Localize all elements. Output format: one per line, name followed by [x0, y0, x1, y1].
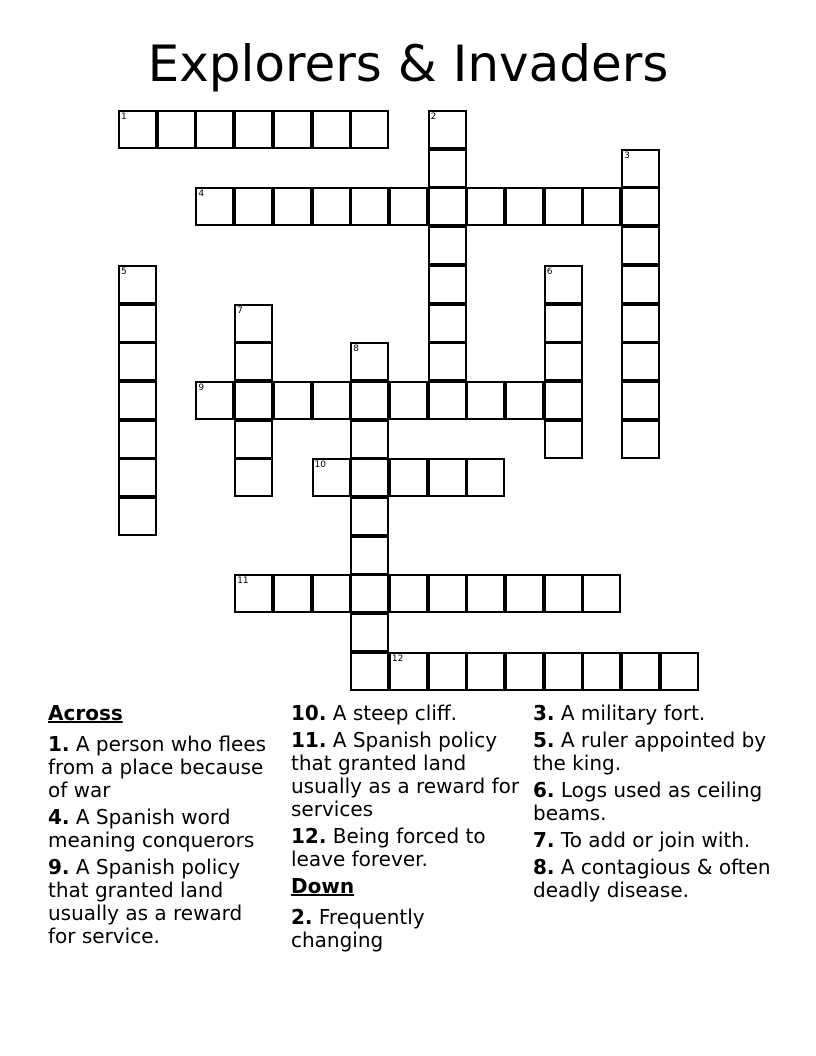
grid-cell[interactable]: [195, 381, 234, 420]
grid-cell[interactable]: [234, 458, 273, 497]
clue-number: 2.: [291, 905, 313, 929]
grid-cell[interactable]: [273, 110, 312, 149]
cell-number: 1: [121, 112, 127, 122]
grid-cell[interactable]: [234, 420, 273, 459]
grid-cell[interactable]: [273, 381, 312, 420]
grid-cell[interactable]: [505, 652, 544, 691]
grid-cell[interactable]: [621, 265, 660, 304]
grid-cell[interactable]: [157, 110, 196, 149]
grid-cell[interactable]: [389, 381, 428, 420]
grid-cell[interactable]: [118, 420, 157, 459]
grid-cell[interactable]: [428, 458, 467, 497]
grid-cell[interactable]: [582, 574, 621, 613]
clue-text: A contagious & often deadly disease.: [533, 855, 771, 902]
clue-text: A military fort.: [560, 701, 706, 725]
clue-number: 10.: [291, 701, 327, 725]
grid-cell[interactable]: [466, 652, 505, 691]
grid-cell[interactable]: [195, 187, 234, 226]
clue-number: 3.: [533, 701, 555, 725]
grid-cell[interactable]: [389, 652, 428, 691]
grid-cell[interactable]: [466, 458, 505, 497]
cell-number: 6: [546, 266, 553, 277]
grid-cell[interactable]: [350, 574, 389, 613]
grid-cell[interactable]: [428, 187, 467, 226]
cell-number: 11: [237, 576, 249, 587]
grid-cell[interactable]: [621, 381, 660, 420]
grid-cell[interactable]: [428, 381, 467, 420]
cell-number: 3: [624, 150, 630, 161]
clue-down-6: [533, 779, 773, 825]
clue-text: Frequently changing: [291, 905, 425, 952]
grid-cell[interactable]: [118, 304, 157, 343]
clue-number: 6.: [533, 778, 555, 802]
clue-number: 4.: [48, 805, 70, 829]
grid-cell[interactable]: [544, 265, 583, 304]
grid-cell[interactable]: [428, 574, 467, 613]
grid-cell[interactable]: [660, 652, 699, 691]
cell-number: 12: [391, 653, 404, 664]
grid-cell[interactable]: [466, 574, 505, 613]
clue-text: A Spanish policy that granted land usually as a reward for service.: [48, 855, 243, 948]
grid-cell[interactable]: [582, 652, 621, 691]
cell-number: 4: [198, 189, 205, 200]
grid-cell[interactable]: [428, 226, 467, 265]
grid-cell[interactable]: [118, 381, 157, 420]
clue-down-3: [533, 702, 773, 725]
grid-cell[interactable]: [389, 458, 428, 497]
grid-cell[interactable]: [544, 342, 583, 381]
grid-cell[interactable]: [312, 574, 351, 613]
clue-number: 12.: [291, 824, 327, 848]
clue-down-7: [533, 829, 773, 852]
grid-cell[interactable]: [505, 381, 544, 420]
cell-number: 9: [198, 382, 205, 393]
clue-column-2: [291, 702, 521, 956]
grid-cell[interactable]: [350, 420, 389, 459]
grid-cell[interactable]: [621, 187, 660, 226]
clue-number: 7.: [533, 828, 555, 852]
grid-cell[interactable]: [234, 187, 273, 226]
cell-number: 8: [353, 344, 359, 355]
grid-cell[interactable]: [350, 497, 389, 536]
grid-cell[interactable]: [273, 187, 312, 226]
clue-across-11: [291, 729, 521, 821]
grid-cell[interactable]: [544, 304, 583, 343]
puzzle-title: Explorers & Invaders: [147, 35, 669, 93]
grid-cell[interactable]: [312, 381, 351, 420]
clue-text: To add or join with.: [560, 828, 751, 852]
clue-number: 5.: [533, 728, 555, 752]
across-heading: Across: [48, 701, 123, 725]
grid-cell[interactable]: [544, 574, 583, 613]
grid-cell[interactable]: [428, 265, 467, 304]
grid-cell[interactable]: [544, 652, 583, 691]
grid-cell[interactable]: [350, 652, 389, 691]
grid-cell[interactable]: [389, 187, 428, 226]
grid-cell[interactable]: [195, 110, 234, 149]
grid-cell[interactable]: [621, 652, 660, 691]
cell-number: 5: [121, 266, 127, 277]
grid-cell[interactable]: [118, 110, 157, 149]
grid-cell[interactable]: [428, 110, 467, 149]
clue-text: A Spanish word meaning conquerors: [48, 805, 255, 852]
clue-text: A ruler appointed by the king.: [533, 728, 767, 775]
clue-number: 8.: [533, 855, 555, 879]
cell-number: 7: [237, 305, 243, 316]
grid-cell[interactable]: [273, 574, 312, 613]
grid-cell[interactable]: [389, 574, 428, 613]
clue-column-3: [533, 702, 773, 906]
grid-cell[interactable]: [505, 187, 544, 226]
clue-across-4: [48, 806, 276, 852]
grid-cell[interactable]: [466, 187, 505, 226]
grid-cell[interactable]: [428, 342, 467, 381]
cell-number: 10: [314, 460, 326, 471]
clue-text: Logs used as ceiling beams.: [533, 778, 763, 825]
grid-cell[interactable]: [621, 304, 660, 343]
cell-number: 2: [430, 112, 437, 122]
clue-across-1: [48, 733, 276, 802]
grid-cell[interactable]: [350, 110, 389, 149]
clue-text: A steep cliff.: [332, 701, 458, 725]
grid-cell[interactable]: [350, 187, 389, 226]
grid-cell[interactable]: [621, 226, 660, 265]
grid-cell[interactable]: [466, 381, 505, 420]
clue-across-9: [48, 856, 276, 948]
grid-cell[interactable]: [621, 420, 660, 459]
clue-column-1: [48, 702, 276, 952]
grid-cell[interactable]: [544, 187, 583, 226]
grid-cell[interactable]: [621, 149, 660, 188]
clue-down-8: [533, 856, 773, 902]
grid-cell[interactable]: [350, 458, 389, 497]
clue-across-10: [291, 702, 521, 725]
clue-down-2: [291, 906, 521, 952]
grid-cell[interactable]: [312, 458, 351, 497]
grid-cell[interactable]: [621, 342, 660, 381]
grid-cell[interactable]: [544, 381, 583, 420]
grid-cell[interactable]: [350, 613, 389, 652]
grid-cell[interactable]: [350, 381, 389, 420]
grid-cell[interactable]: [312, 187, 351, 226]
clue-number: 1.: [48, 732, 70, 756]
grid-cell[interactable]: [234, 304, 273, 343]
grid-cell[interactable]: [350, 342, 389, 381]
grid-cell[interactable]: [312, 110, 351, 149]
grid-cell[interactable]: [582, 187, 621, 226]
clue-number: 11.: [291, 728, 327, 752]
clue-number: 9.: [48, 855, 70, 879]
grid-cell[interactable]: [350, 536, 389, 575]
grid-cell[interactable]: [118, 497, 157, 536]
grid-cell[interactable]: [118, 342, 157, 381]
grid-cell[interactable]: [234, 381, 273, 420]
clue-across-12: [291, 825, 521, 871]
grid-cell[interactable]: [234, 574, 273, 613]
grid-cell[interactable]: [118, 458, 157, 497]
clue-text: A person who flees from a place because of war: [48, 732, 267, 802]
grid-cell[interactable]: [234, 110, 273, 149]
down-heading: Down: [291, 874, 355, 898]
grid-cell[interactable]: [428, 304, 467, 343]
grid-cell[interactable]: [544, 420, 583, 459]
grid-cell[interactable]: [428, 149, 467, 188]
grid-cell[interactable]: [118, 265, 157, 304]
grid-cell[interactable]: [234, 342, 273, 381]
grid-cell[interactable]: [428, 652, 467, 691]
clue-text: Being forced to leave forever.: [291, 824, 486, 871]
clue-down-5: [533, 729, 773, 775]
grid-cell[interactable]: [505, 574, 544, 613]
clue-text: A Spanish policy that granted land usually as a reward for services: [291, 728, 520, 821]
